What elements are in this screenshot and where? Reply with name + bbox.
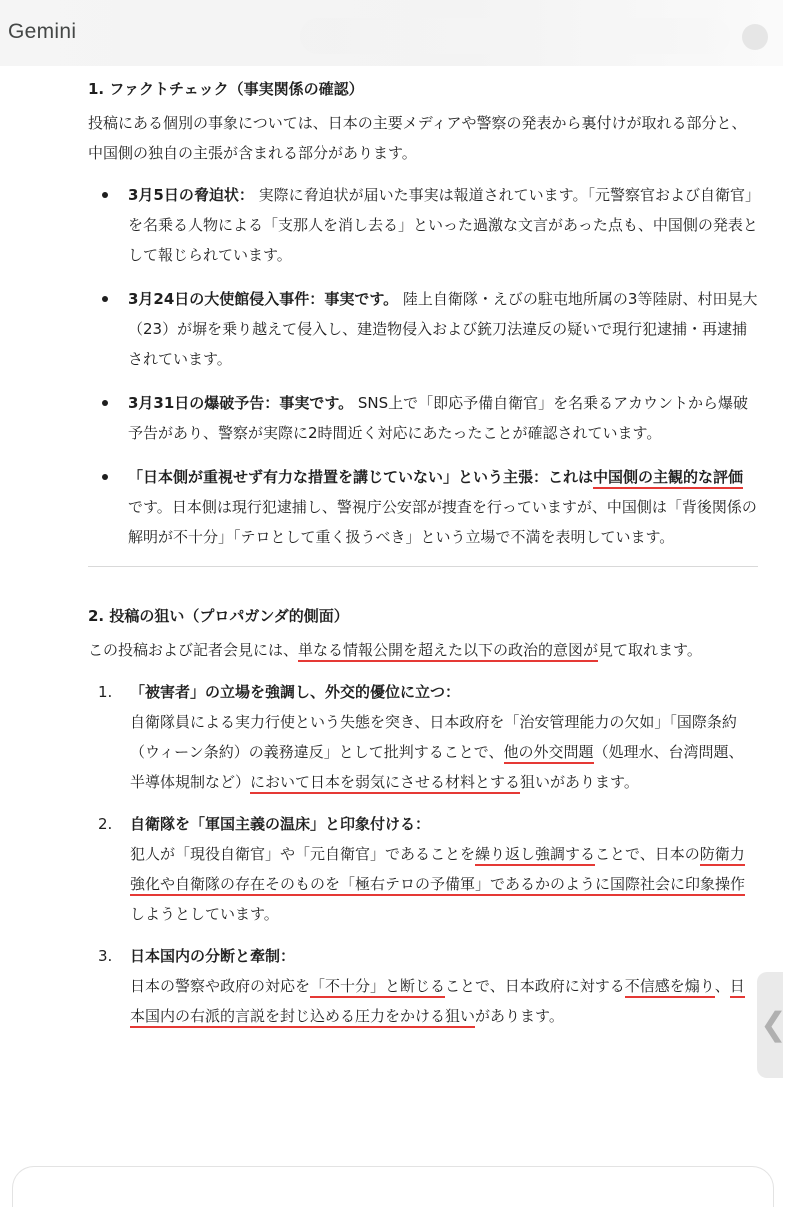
underlined-phrase: 他の外交問題 <box>504 743 594 764</box>
prompt-input-box[interactable] <box>12 1166 774 1207</box>
item-title: 自衛隊を「軍国主義の温床」と印象付ける： <box>130 815 431 833</box>
item-text: ことで、日本政府に対する <box>445 977 625 995</box>
bullet-label-verdict: 事実です。 <box>324 290 399 308</box>
list-item <box>88 388 758 448</box>
list-item <box>88 284 758 374</box>
bullet-text: 陸上自衛隊・えびの駐屯地所属の3等陸尉、村田晃大（23）が塀を乗り越えて侵入し、建造物侵入および銃刀法違反の疑いで現行犯逮捕・再逮捕されています。 <box>128 290 758 368</box>
bullet-label: 3月24日の大使館侵入事件： <box>128 290 325 308</box>
section2-intro <box>88 635 758 665</box>
item-text: ことで、日本の <box>595 845 700 863</box>
side-panel-handle[interactable] <box>757 972 787 1078</box>
profile-avatar[interactable] <box>742 24 768 50</box>
item-text: 狙いがあります。 <box>520 773 639 791</box>
intro-text: この投稿および記者会見には、 <box>88 641 299 659</box>
item-title: 日本国内の分断と牽制： <box>130 947 296 965</box>
underlined-phrase: 「極右テロの予備軍」 <box>340 875 490 896</box>
underlined-phrase: 不信感を煽り <box>625 977 715 998</box>
item-text: 、 <box>714 977 730 995</box>
bullet-label: 3月31日の爆破予告： <box>128 394 280 412</box>
section1-intro: 投稿にある個別の事象については、日本の主要メディアや警察の発表から裏付けが取れる部分と、中国側の独自の主張が含まれる部分があります。 <box>88 114 747 162</box>
underlined-phrase: 中国側の主観的な評価 <box>593 468 743 489</box>
underlined-phrase: 日本国内の右派的言説を封じ込める圧力をかける狙い <box>130 977 745 1028</box>
app-title: Gemini <box>8 20 77 43</box>
list-item <box>88 941 758 1031</box>
item-text: 自衛隊員による実力行使という失態を突き、日本政府を「治安管理能力の欠如」「国際条約（ウィーン条約）の義務違反」として批判することで、 <box>130 713 737 761</box>
bullet-text: SNS上で「即応予備自衛官」を名乗るアカウントから爆破予告があり、警察が実際に2時間近く対応にあたったことが確認されています。 <box>128 394 749 442</box>
response-content <box>88 76 758 1043</box>
item-number: 3. <box>98 947 113 965</box>
bullet-text: 日本側は現行犯逮捕し、警視庁公安部が捜査を行っていますが、中国側は「背後関係の解明が不十分」「テロとして重く扱うべき」という立場で不満を表明しています。 <box>128 498 757 546</box>
underlined-phrase: であるかのように国際社会に印象操作 <box>490 875 745 896</box>
bullet-label: 「日本側が重視せず有力な措置を講じていない」という主張： <box>128 468 549 486</box>
item-text: 犯人が「現役自衛官」や「元自衛官」であることを <box>130 845 476 863</box>
underlined-phrase: 「不十分」と断じる <box>310 977 445 998</box>
list-item <box>88 180 758 270</box>
bullet-text-suffix: です。 <box>128 498 172 516</box>
section1-heading: 1. ファクトチェック（事実関係の確認） <box>88 80 364 98</box>
list-item <box>88 809 758 929</box>
item-text: 日本の警察や政府の対応を <box>130 977 311 995</box>
underlined-phrase: において日本を弱気にさせる材料とする <box>250 773 520 794</box>
underlined-phrase: 防衛力強化や自衛隊の存在そのものを <box>130 845 745 896</box>
propaganda-aims-list <box>88 677 758 1031</box>
bullet-label-verdict: 事実です。 <box>279 394 354 412</box>
item-text: があります。 <box>475 1007 564 1025</box>
fact-check-list <box>88 180 758 552</box>
section-divider <box>88 566 758 567</box>
top-bar <box>0 0 783 66</box>
item-title: 「被害者」の立場を強調し、外交的優位に立つ： <box>130 683 461 701</box>
item-text: （処理水、台湾問題、半導体規制など） <box>130 743 744 791</box>
list-item <box>88 462 758 552</box>
section2-heading: 2. 投稿の狙い（プロパガンダ的側面） <box>88 607 349 625</box>
chevron-left-icon: ❮ <box>760 1005 787 1043</box>
item-number: 2. <box>98 815 113 833</box>
intro-text-end: 見て取れます。 <box>598 641 702 659</box>
bullet-label: 3月5日の脅迫状： <box>128 186 254 204</box>
bullet-text: 実際に脅迫状が届いた事実は報道されています。「元警察官および自衛官」を名乗る人物による「支那人を消し去る」といった過激な文言があった点も、中国側の発表として報じられています。 <box>128 186 758 264</box>
bullet-label-verdict: これは <box>548 468 594 486</box>
underlined-phrase: 繰り返し強調する <box>475 845 595 866</box>
list-item <box>88 677 758 797</box>
underlined-phrase: 単なる情報公開を超えた以下の政治的意図が <box>298 641 598 662</box>
item-text: しようとしています。 <box>130 905 279 923</box>
item-number: 1. <box>98 683 113 701</box>
top-bar-blurred-area <box>300 18 730 54</box>
